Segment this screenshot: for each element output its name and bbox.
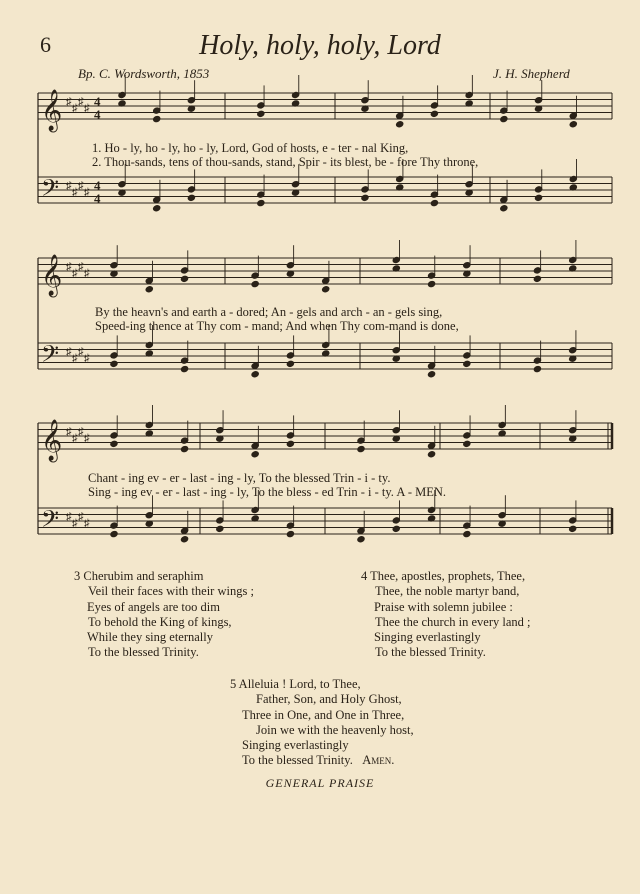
verse-line: 3 Cherubim and seraphim [74,569,204,583]
verse-line: Join we with the heavenly host, [256,722,414,737]
note-head [361,194,369,201]
amen-mark: Amen. [362,753,395,768]
verse-line: Thee the church in every land ; [375,614,531,629]
note-head [322,286,330,293]
sharp-icon: ♯ [78,95,84,108]
sharp-icon: ♯ [78,510,84,523]
note-head [187,194,195,201]
note-head [286,530,294,537]
sharp-icon: ♯ [84,432,90,445]
sharp-icon: ♯ [84,186,90,199]
verse-line: 4 Thee, apostles, prophets, Thee, [361,569,526,583]
sharp-icon: ♯ [72,186,78,199]
note-head [427,371,435,378]
sharp-icon: ♯ [66,425,72,438]
sharp-icon: ♯ [66,345,72,358]
note-head [569,121,577,128]
note-head [257,199,265,206]
verse-4 [361,569,531,661]
verse-line: While they sing eternally [87,630,214,645]
verse-line: To the blessed Trinity. [242,753,353,768]
note-head [180,365,188,372]
verse-5 [230,677,414,769]
sharp-icon: ♯ [72,352,78,365]
note-head [216,525,224,532]
time-signature-denominator: 4 [94,191,101,206]
sharp-icon: ♯ [66,95,72,108]
verse-line: 5 Alleluia ! Lord, to Thee, [230,677,361,691]
treble-clef-icon: 𝄞 [41,255,63,296]
note-head [533,275,541,282]
note-head [180,445,188,452]
page-number: 6 [40,32,51,57]
lyric-line-s1-v1: 1. Ho - ly, ho - ly, ho - ly, Lord, God of hosts, e - ter - nal King, [92,141,409,155]
sharp-icon: ♯ [78,260,84,273]
sharp-icon: ♯ [66,510,72,523]
note-head [180,536,188,543]
lyric-line-s1-v2: 2. Thou-sands, tens of thou-sands, stand, Spir - its blest, be - fore Thy throne, [92,155,479,169]
sharp-icon: ♯ [78,179,84,192]
treble-clef-icon: 𝄞 [41,420,63,461]
lyric-line-s3-v2: Sing - ing ev - er - last - ing - ly, To the bless - ed Trin - i - ty. A - MEN. [88,485,447,499]
note-head [110,440,118,447]
verse-line: To the blessed Trinity. [88,645,199,660]
verse-line: Father, Son, and Holy Ghost, [256,692,402,707]
note-head [357,536,365,543]
sharp-icon: ♯ [72,102,78,115]
note-head [500,115,508,122]
sharp-icon: ♯ [72,432,78,445]
sharp-icon: ♯ [84,102,90,115]
note-head [463,530,471,537]
bass-clef-icon: 𝄢 [41,340,60,373]
treble-clef-icon: 𝄞 [41,90,63,131]
note-head [500,205,508,212]
sharp-icon: ♯ [84,352,90,365]
verse-line: Praise with solemn jubilee : [374,599,513,614]
sharp-icon: ♯ [78,425,84,438]
note-head [430,110,438,117]
note-head [180,275,188,282]
time-signature-numerator: 4 [94,94,101,109]
verse-line: Thee, the noble martyr band, [375,584,520,599]
sharp-icon: ♯ [66,260,72,273]
note-head [286,360,294,367]
note-head [257,110,265,117]
author-credit: Bp. C. Wordsworth, 1853 [78,66,210,81]
composer-credit: J. H. Shepherd [493,66,570,81]
verse-3 [74,569,254,661]
lyric-line-s2-v2: Speed-ing thence at Thy com - mand; And when Thy com-mand is done, [95,319,459,333]
sharp-icon: ♯ [78,345,84,358]
section-footer: GENERAL PRAISE [265,776,375,790]
note-head [110,530,118,537]
note-head [534,194,542,201]
note-head [251,451,259,458]
verse-line: Eyes of angels are too dim [87,599,220,614]
note-head [427,451,435,458]
note-head [357,445,365,452]
note-head [430,199,438,206]
verse-line: Veil their faces with their wings ; [88,584,254,599]
bass-clef-icon: 𝄢 [41,174,60,207]
verse-line: To the blessed Trinity. [375,645,486,660]
sharp-icon: ♯ [72,517,78,530]
hymn-title: Holy, holy, holy, Lord [199,30,441,61]
note-head [396,121,404,128]
time-signature-denominator: 4 [94,107,101,122]
note-head [569,525,577,532]
verse-line: Singing everlastingly [374,630,481,645]
lyric-line-s2-v1: By the heavn's and earth a - dored; An - gels and arch - an - gels sing, [95,305,443,319]
sharp-icon: ♯ [84,517,90,530]
note-head [427,280,435,287]
lyric-line-s3-v1: Chant - ing ev - er - last - ing - ly, To the blessed Trin - i - ty. [88,471,391,485]
sharp-icon: ♯ [66,179,72,192]
note-head [251,371,259,378]
note-head [533,365,541,372]
note-head [153,205,161,212]
note-head [145,286,153,293]
sharp-icon: ♯ [84,267,90,280]
note-head [463,440,471,447]
verse-line: Singing everlastingly [242,738,349,753]
note-head [463,360,471,367]
note-head [286,440,294,447]
note-head [251,280,259,287]
verse-line: Three in One, and One in Three, [242,707,405,722]
bass-clef-icon: 𝄢 [41,505,60,538]
note-head [110,360,118,367]
note-head [392,525,400,532]
verse-line: To behold the King of kings, [88,614,232,629]
time-signature-numerator: 4 [94,178,101,193]
sharp-icon: ♯ [72,267,78,280]
note-head [153,115,161,122]
